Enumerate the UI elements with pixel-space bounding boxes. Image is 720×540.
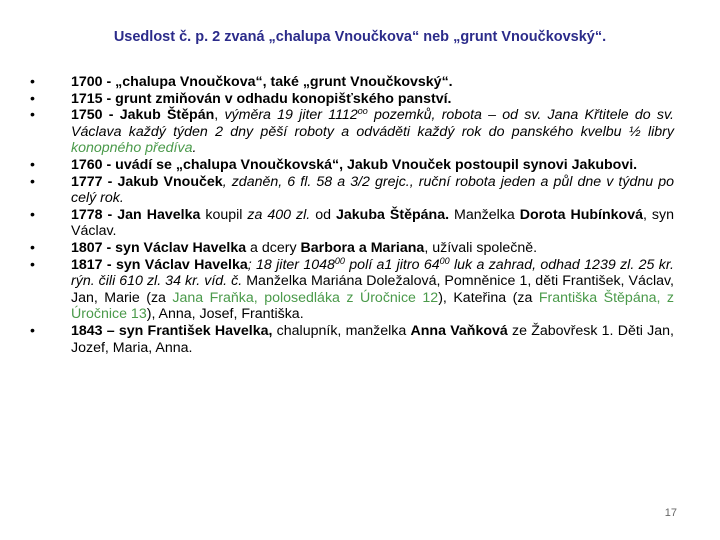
bullet: • [30,206,35,223]
superscript: 00 [334,255,345,266]
bullet: • [30,239,35,256]
highlight-text: Jana Fraňka, polosedláka z Úročnice 12 [172,289,439,306]
superscript: oo [357,106,368,117]
person-name: Dorota Hubínková [519,206,643,223]
page-number: 17 [664,507,677,519]
entry-text: , užívali společně. [424,239,538,256]
bullet: • [30,173,35,190]
entry-year-name: 1778 - Jan Havelka [71,206,201,223]
list-item [30,74,674,91]
bullet: • [30,107,35,124]
slide-title: Usedlost č. p. 2 zvaná „chalupa Vnoučkova“ neb „grunt Vnoučkovský“. [113,29,607,45]
entry-year-name: 1843 – syn František Havelka, [71,322,273,339]
highlight-text: konopného předíva [71,140,193,157]
list-item [30,107,674,157]
entry-text: polí a1 jitro 64 [344,256,440,273]
entry-text: , syn Václav. [71,206,674,240]
entry-text: 1715 - grunt zmiňován v odhadu konopišťského panství. [71,90,452,107]
bullet: • [30,156,35,173]
entry-year: 1750 - [71,107,120,124]
entry-text: , zdaněn, 6 fl. 58 a 3/2 grejc., ruční robota jeden a půl dne v týdnu po celý rok. [71,173,674,207]
entry-text: chalupník, manželka [272,322,411,339]
entry-text: Manželka Mariána Doležalová, Pomněnice 1, děti František, Václav, Jan, Marie (za [71,273,674,306]
history-list [30,74,674,356]
entry-text: luk a zahrad, odhad 1239 zl. 25 kr. rýn. čili 610 zl. 34 kr. víd. č. [71,256,674,290]
entry-text: výměra 19 jiter 1112 [224,107,358,124]
person-name: Jakub Štěpán [119,107,215,124]
entry-year: 1817 - syn [71,256,145,273]
bullet: • [30,256,35,273]
list-item [30,240,674,257]
entry-text: ze Žabovřesk 1. Děti Jan, Jozef, Maria, Anna. [71,322,674,356]
bullet: • [30,322,35,339]
entry-text: , [214,107,225,124]
entry-text: ), Kateřina (za [438,289,539,306]
entry-text: . [192,140,197,157]
highlight-text: Františka Štěpána, z Úročnice 13 [71,289,675,323]
list-item [30,91,674,108]
entry-year-name: 1807 - syn Václav Havelka [71,239,247,256]
bullet: • [30,74,35,90]
person-name: Barbora a Mariana [300,239,425,256]
bullet: • [30,90,35,107]
entry-text: 1760 - uvádí se „chalupa Vnoučkovská“, Jakub Vnouček postoupil synovi Jakubovi. [71,156,638,173]
superscript: 00 [439,255,450,266]
person-name: Anna Vaňková [410,322,508,339]
list-item [30,323,674,356]
entry-text: a dcery [246,239,301,256]
entry-year-name: 1777 - Jakub Vnouček [71,173,223,190]
entry-text: koupil [200,206,248,223]
list-item [30,257,674,323]
entry-text: Manželka [449,206,520,223]
entry-text: od [310,206,337,223]
person-name: Jakuba Štěpána. [336,206,450,223]
person-name: Václav Havelka [144,256,248,273]
list-item [30,157,674,174]
entry-text: za 400 zl. [247,206,311,223]
entry-text: ), Anna, Josef, Františka. [146,306,304,323]
list-item [30,174,674,207]
entry-text: 1700 - „chalupa Vnoučkova“, také „grunt Vnoučkovský“. [71,74,453,90]
entry-text: pozemků, robota – od sv. Jana Křtitele do sv. Václava každý týden 2 dny pěší roboty a odváděti každý rok do panského kvelbu ½ libry [71,107,674,140]
entry-text: ; 18 jiter 1048 [247,256,335,273]
list-item [30,207,674,240]
